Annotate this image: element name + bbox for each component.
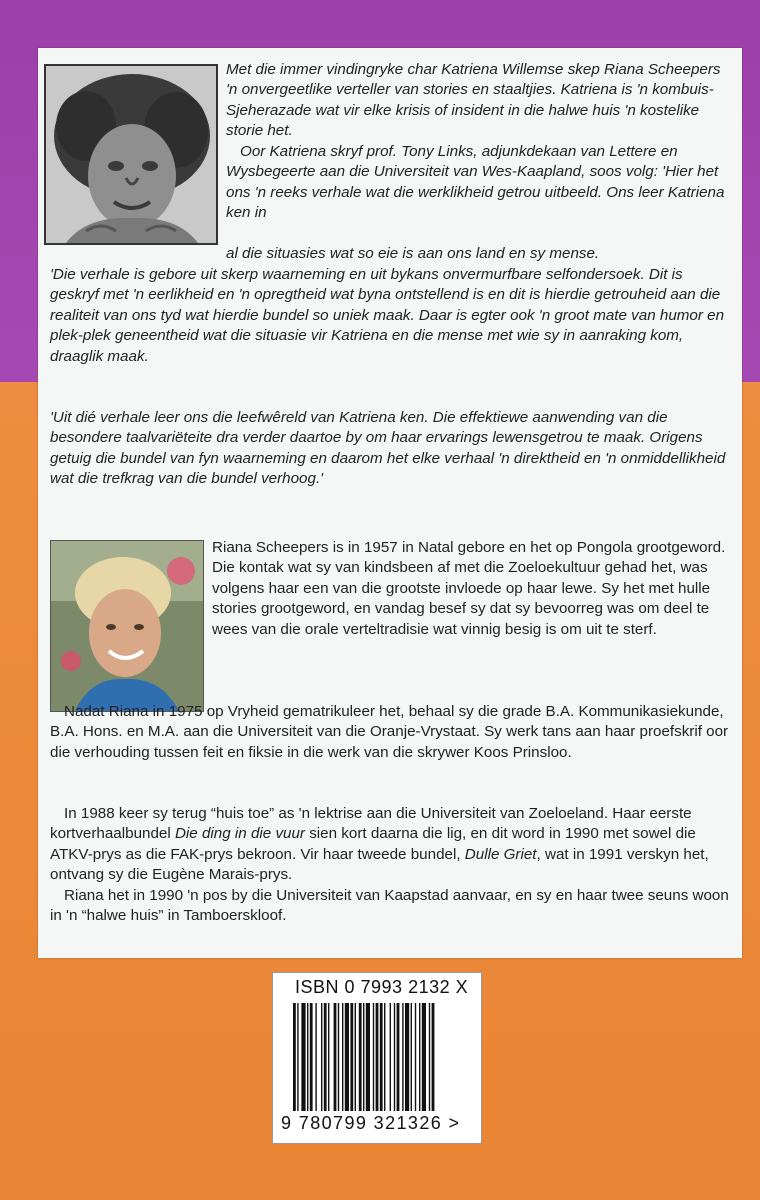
blurb-paragraph-1: Met die immer vindingryke char Katriena Willemse skep Riana Scheepers 'n onvergeetlike verteller van stories en staaltjies. Katriena is 'n kombuis-Sjeherazade wat vir elke krisis of insident in die halwe huis 'n kostelike storie het. [226,61,721,140]
isbn-barcode-block [272,972,482,1144]
blurb-paragraph-4: 'Uit dié verhale leer ons die leefwêreld van Katriena ken. Die effektiewe aanwending van die besondere taalvariëteite dra verder daartoe by om haar ervarings lewensgetrou te maak. Origens getuig die bundel van fyn waarneming en daarom het elke verhaal 'n direktheid en 'n onmiddellikheid wat die trefkrag van die bundel verhoog.' [50,409,726,488]
blurb-paragraph-2b: al die situasies wat so eie is aan ons land en sy mense. [226,245,600,262]
bio-paragraph-1: Riana Scheepers is in 1957 in Natal gebore en het op Pongola grootgeword. Die kontak wat sy van kindsbeen af met die Zoeloekultuur gehad het, was volgens haar een van die grootste invloede op haar lewe. Sy het met hulle stories grootgeword, en vandag besef sy dat sy bevoorreg was om deel te wees van die orale verteltradisie wat vinnig besig is om uit te sterf. [212,539,726,638]
ean-digits: 9 780799 321326 > [281,1113,461,1133]
back-cover-text-panel [38,48,742,958]
isbn-label: ISBN 0 7993 2132 X [295,977,469,997]
blurb-paragraph-2a: Oor Katriena skryf prof. Tony Links, adjunkdekaan van Lettere en Wysbegeerte aan die Universiteit van Wes-Kaapland, soos volg: 'Hier het ons 'n reeks verhale wat die werklikheid getrou uitbeeld. Ons leer Katriena ken in [226,143,725,222]
blurb-paragraph-3: 'Die verhale is gebore uit skerp waarneming en uit bykans onvermurfbare selfondersoek. Dit is geskryf met 'n eerlikheid en 'n opregtheid wat byna ontstellend is en dit is hierdie getrouheid aan die realiteit van ons tyd wat hierdie bundel so uniek maak. Daar is egter ook 'n groot mate van humor en plek-plek geneentheid wat die situasie vir Katriena en die mense met wie sy in aanraking kom, draaglik maak. [50,266,725,365]
author-photo [50,540,204,712]
character-sketch-image [44,64,218,245]
bio-paragraph-3: In 1988 keer sy terug “huis toe” as 'n lektrise aan die Universiteit van Zoeloeland. Haar eerste kortverhaalbundel Die ding in die vuur sien kort daarna die lig, en dit word in 1990 met sowel die ATKV-prys as die FAK-prys bekroon. Vir haar tweede bundel, Dulle Griet, wat in 1991 verskyn het, ontvang sy die Eugène Marais-prys. [50,805,709,884]
bio-paragraph-4: Riana het in 1990 'n pos by die Universiteit van Kaapstad aanvaar, en sy en haar twee seuns woon in 'n “halwe huis” in Tamboerskloof. [50,887,729,925]
bio-paragraph-2: Nadat Riana in 1975 op Vryheid gematrikuleer het, behaal sy die grade B.A. Kommunikasiekunde, B.A. Hons. en M.A. aan die Universiteit van die Oranje-Vrystaat. Sy werk tans aan haar proefskrif oor die verhouding tussen feit en fiksie in die werk van die skrywer Koos Prinsloo. [50,703,729,761]
